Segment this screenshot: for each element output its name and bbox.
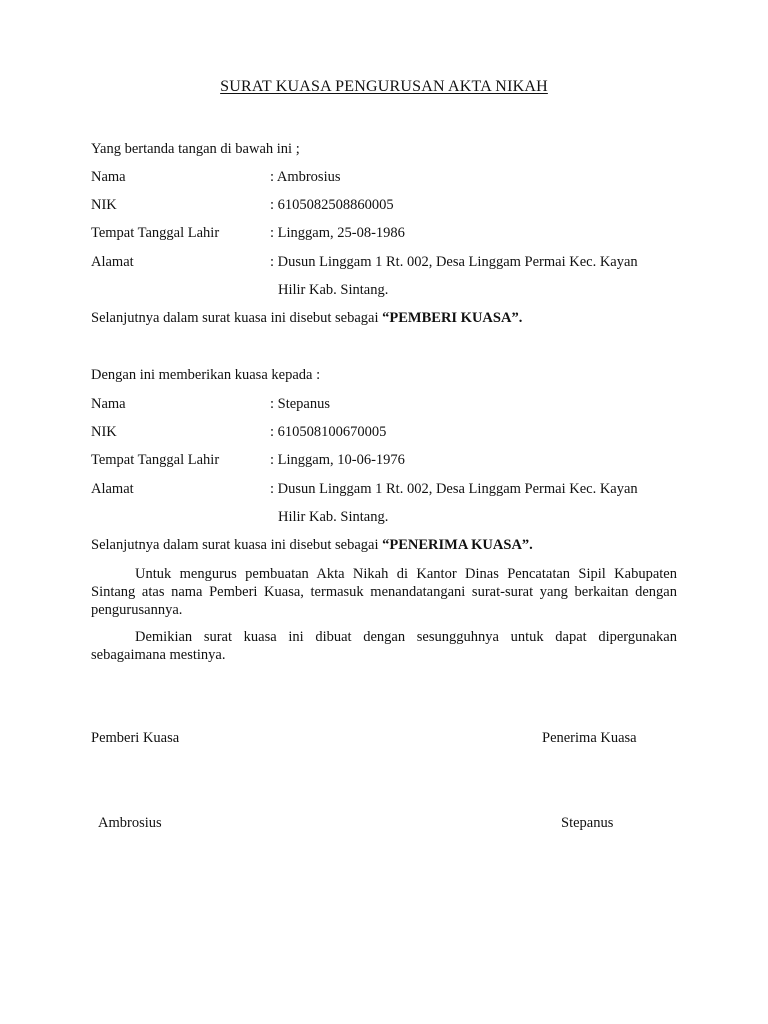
signature-name-grantor: Ambrosius [98, 815, 162, 831]
document-title: SURAT KUASA PENGURUSAN AKTA NIKAH [220, 78, 548, 95]
signature-label-grantor: Pemberi Kuasa [91, 730, 180, 746]
grantor-ttl-label: Tempat Tanggal Lahir [91, 225, 220, 241]
grantee-role: “PENERIMA KUASA”. [382, 537, 533, 553]
grantor-address-line2: Hilir Kab. Sintang. [278, 282, 389, 298]
grantor-name-label: Nama [91, 169, 126, 185]
grantor-statement-prefix: Selanjutnya dalam surat kuasa ini disebut sebagai [91, 310, 383, 326]
grantee-ttl-label: Tempat Tanggal Lahir [91, 452, 220, 468]
grantor-ttl-value: : Linggam, 25-08-1986 [270, 225, 405, 241]
grantee-ttl-value: : Linggam, 10-06-1976 [270, 452, 405, 468]
grantee-nik-value: : 610508100670005 [270, 424, 387, 440]
grantee-address-line2: Hilir Kab. Sintang. [278, 509, 389, 525]
grantee-address-label: Alamat [91, 481, 134, 497]
grantor-name-value: : Ambrosius [270, 169, 341, 185]
grantee-statement-prefix: Selanjutnya dalam surat kuasa ini disebut sebagai [91, 537, 383, 553]
grantee-nik-label: NIK [91, 424, 117, 440]
grantor-nik-label: NIK [91, 197, 117, 213]
grantor-nik-value: : 6105082508860005 [270, 197, 394, 213]
grantor-address-line1: : Dusun Linggam 1 Rt. 002, Desa Linggam Permai Kec. Kayan [270, 254, 638, 270]
grant-intro-text: Dengan ini memberikan kuasa kepada : [91, 367, 321, 383]
closing-paragraph: Demikian surat kuasa ini dibuat dengan sesungguhnya untuk dapat dipergunakan sebagaimana mestinya. [91, 629, 677, 663]
signature-label-grantee: Penerima Kuasa [542, 730, 637, 746]
grantee-address-line1: : Dusun Linggam 1 Rt. 002, Desa Linggam Permai Kec. Kayan [270, 481, 638, 497]
grantor-address-label: Alamat [91, 254, 134, 270]
signature-name-grantee: Stepanus [561, 815, 614, 831]
grantee-name-label: Nama [91, 396, 126, 412]
intro-text: Yang bertanda tangan di bawah ini ; [91, 141, 300, 157]
purpose-paragraph: Untuk mengurus pembuatan Akta Nikah di Kantor Dinas Pencatatan Sipil Kabupaten Sintang atas nama Pemberi Kuasa, termasuk menandatangani surat-surat yang berkaitan dengan pengurusannya. [91, 566, 677, 618]
grantor-role: “PEMBERI KUASA”. [382, 310, 523, 326]
grantee-statement [91, 537, 533, 554]
grantee-name-value: : Stepanus [270, 396, 331, 412]
grantor-statement [91, 310, 522, 327]
